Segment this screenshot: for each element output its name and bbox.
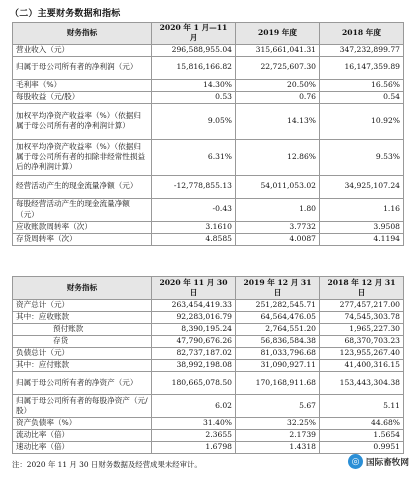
table-row	[13, 324, 404, 336]
row-label: 每股经营活动产生的现金流量净额（元）	[13, 198, 152, 221]
table-row	[13, 418, 404, 430]
table-cell: -12,778,855.13	[152, 175, 236, 198]
table-cell: 12.86%	[236, 139, 320, 175]
table-row	[13, 395, 404, 418]
table-cell: 15,816,166.82	[152, 56, 236, 79]
table-header-row	[13, 277, 404, 300]
table-cell: 2,764,551.20	[236, 324, 320, 336]
row-label: 其中：应付账款	[13, 360, 152, 372]
table-row	[13, 300, 404, 312]
table-row	[13, 79, 404, 91]
table-cell: 296,588,955.04	[152, 44, 236, 56]
table-cell: 92,283,016.79	[152, 312, 236, 324]
brand-logo-icon: ◎	[348, 454, 363, 469]
table-row	[13, 372, 404, 395]
table-cell: 1.4318	[236, 442, 320, 454]
table-cell: 263,454,419.33	[152, 300, 236, 312]
table-header-row	[13, 23, 404, 45]
table-cell: 0.53	[152, 91, 236, 103]
column-header: 2018 年度	[320, 23, 404, 45]
table-cell: 0.9951	[320, 442, 404, 454]
table-cell: 0.76	[236, 91, 320, 103]
column-header: 2018 年 12 月 31 日	[320, 277, 404, 300]
table-cell: 74,545,303.78	[320, 312, 404, 324]
table-cell: 153,443,304.38	[320, 372, 404, 395]
table-cell: 3.1610	[152, 221, 236, 233]
table-row	[13, 103, 404, 139]
row-label: 营业收入（元）	[13, 44, 152, 56]
table-cell: 180,665,078.50	[152, 372, 236, 395]
row-label: 归属于母公司所有者的净资产（元）	[13, 372, 152, 395]
table-row	[13, 44, 404, 56]
table-cell: 123,955,267.40	[320, 348, 404, 360]
row-label: 归属于母公司所有者的每股净资产（元/股）	[13, 395, 152, 418]
table-cell: 9.53%	[320, 139, 404, 175]
table-cell: 4.8585	[152, 233, 236, 245]
watermark	[348, 454, 409, 469]
table-cell: 4.1194	[320, 233, 404, 245]
row-label: 经营活动产生的现金流量净额（元）	[13, 175, 152, 198]
table-cell: 22,725,607.30	[236, 56, 320, 79]
table-cell: 68,370,703.23	[320, 336, 404, 348]
table-cell: 82,737,187.02	[152, 348, 236, 360]
column-header: 2019 年度	[236, 23, 320, 45]
table-row	[13, 233, 404, 245]
row-label: 流动比率（倍）	[13, 430, 152, 442]
row-label: 加权平均净资产收益率（%）（依据归属于母公司所有者的净利润计算）	[13, 103, 152, 139]
table-row	[13, 430, 404, 442]
table-cell: 16.56%	[320, 79, 404, 91]
column-header: 2020 年 1 月—11 月	[152, 23, 236, 45]
table-cell: 5.11	[320, 395, 404, 418]
table-cell: 0.54	[320, 91, 404, 103]
table-cell: 1.80	[236, 198, 320, 221]
row-label: 存货周转率（次）	[13, 233, 152, 245]
table-cell: 6.31%	[152, 139, 236, 175]
row-label: 应收账款周转率（次）	[13, 221, 152, 233]
table-cell: 16,147,359.89	[320, 56, 404, 79]
row-label: 资产总计（元）	[13, 300, 152, 312]
table-cell: 34,925,107.24	[320, 175, 404, 198]
table-cell: 2.1739	[236, 430, 320, 442]
column-header: 2020 年 11 月 30 日	[152, 277, 236, 300]
table-cell: 251,282,545.71	[236, 300, 320, 312]
row-label: 预付账款	[13, 324, 152, 336]
table-cell: 3.9508	[320, 221, 404, 233]
table-cell: 3.7732	[236, 221, 320, 233]
row-label: 每股收益（元/股）	[13, 91, 152, 103]
table-cell: 81,033,796.68	[236, 348, 320, 360]
table-cell: -0.43	[152, 198, 236, 221]
table-cell: 1,965,227.30	[320, 324, 404, 336]
table-row	[13, 336, 404, 348]
row-label: 毛利率（%）	[13, 79, 152, 91]
row-label: 加权平均净资产收益率（%）（依据归属于母公司所有者的扣除非经常性损益后的净利润计算）	[13, 139, 152, 175]
table-row	[13, 360, 404, 372]
table-cell: 4.0087	[236, 233, 320, 245]
table-cell: 44.68%	[320, 418, 404, 430]
table-row	[13, 221, 404, 233]
row-label: 负债总计（元）	[13, 348, 152, 360]
table-cell: 10.92%	[320, 103, 404, 139]
table-cell: 2.3655	[152, 430, 236, 442]
table-cell: 1.16	[320, 198, 404, 221]
table-cell: 5.67	[236, 395, 320, 418]
row-label: 归属于母公司所有者的净利润（元）	[13, 56, 152, 79]
section-title: （二）主要财务数据和指标	[10, 9, 121, 19]
table-cell: 56,836,584.38	[236, 336, 320, 348]
table-cell: 9.05%	[152, 103, 236, 139]
table-cell: 64,564,476.05	[236, 312, 320, 324]
column-header: 财务指标	[13, 23, 152, 45]
table-cell: 31,090,927.11	[236, 360, 320, 372]
table-cell: 8,390,195.24	[152, 324, 236, 336]
table-cell: 14.13%	[236, 103, 320, 139]
table-cell: 170,168,911.68	[236, 372, 320, 395]
watermark-text: 国际畜牧网	[366, 457, 409, 468]
table-cell: 1.5654	[320, 430, 404, 442]
table-cell: 54,011,053.02	[236, 175, 320, 198]
table-cell: 38,992,198.08	[152, 360, 236, 372]
table-row	[13, 91, 404, 103]
financial-data-table-balance	[12, 276, 404, 454]
row-label: 其中：应收账款	[13, 312, 152, 324]
table-cell: 47,790,676.26	[152, 336, 236, 348]
table-cell: 6.02	[152, 395, 236, 418]
table-cell: 32.25%	[236, 418, 320, 430]
column-header: 财务指标	[13, 277, 152, 300]
table-cell: 31.40%	[152, 418, 236, 430]
table-row	[13, 56, 404, 79]
table-row	[13, 348, 404, 360]
footnote: 注：2020 年 11 月 30 日财务数据及经营成果未经审计。	[12, 460, 202, 469]
table-row	[13, 198, 404, 221]
row-label: 资产负债率（%）	[13, 418, 152, 430]
table-cell: 20.50%	[236, 79, 320, 91]
table-row	[13, 312, 404, 324]
table-cell: 277,457,217.00	[320, 300, 404, 312]
table-cell: 14.30%	[152, 79, 236, 91]
column-header: 2019 年 12 月 31 日	[236, 277, 320, 300]
table-cell: 41,400,316.15	[320, 360, 404, 372]
table-row	[13, 139, 404, 175]
table-cell: 347,232,899.77	[320, 44, 404, 56]
table-cell: 315,661,041.31	[236, 44, 320, 56]
table-row	[13, 175, 404, 198]
financial-data-table-annual	[12, 22, 404, 246]
table-cell: 1.6798	[152, 442, 236, 454]
table-row	[13, 442, 404, 454]
row-label: 速动比率（倍）	[13, 442, 152, 454]
row-label: 存货	[13, 336, 152, 348]
